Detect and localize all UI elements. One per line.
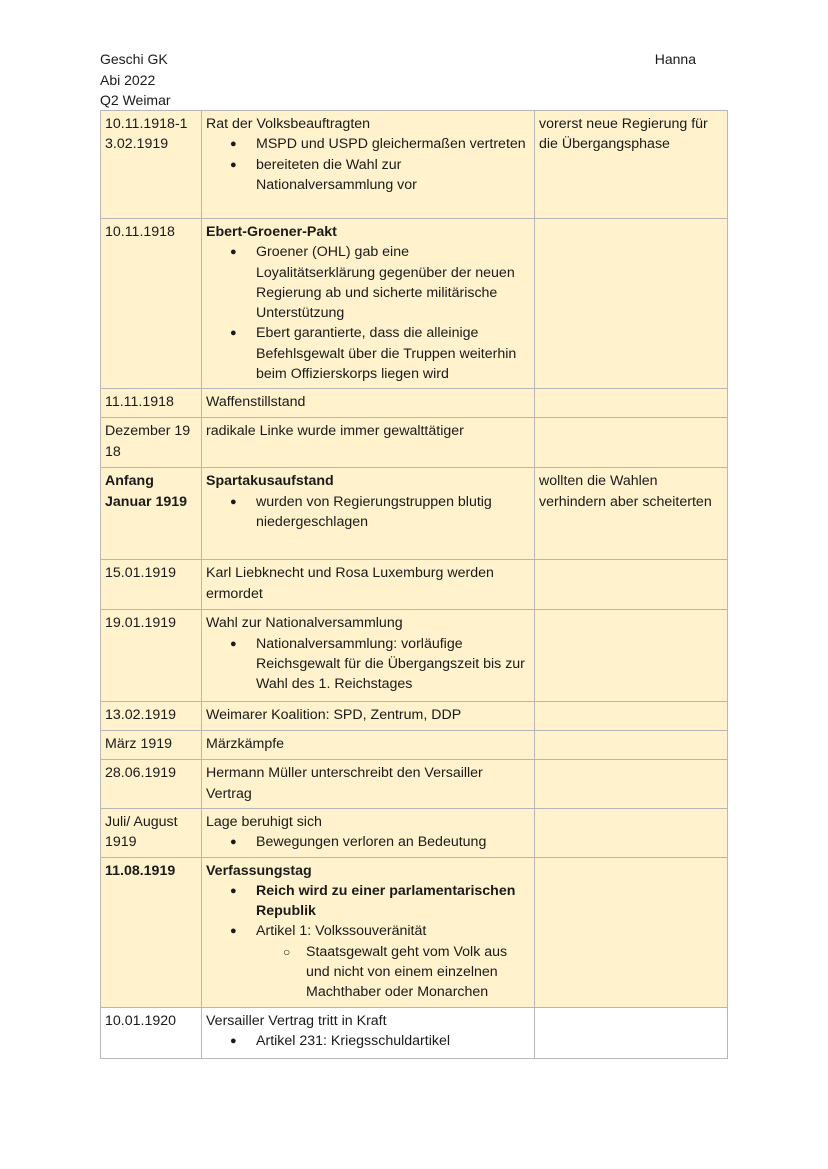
date-cell: 28.06.1919 bbox=[101, 760, 202, 809]
table-row bbox=[101, 808, 728, 857]
event-cell bbox=[202, 111, 535, 219]
note-cell bbox=[535, 219, 728, 389]
table-row bbox=[101, 731, 728, 760]
bullet-text: Artikel 1: Volkssouveränität bbox=[256, 923, 427, 940]
date-cell: Juli/ August 1919 bbox=[101, 808, 202, 857]
event-cell bbox=[202, 468, 535, 560]
table-row bbox=[101, 760, 728, 809]
bullet-item: ● Groener (OHL) gab eine Loyalitätserklärung gegenüber der neuen Regierung ab und sicherte militärische Unterstützung bbox=[206, 242, 530, 323]
event-cell bbox=[202, 702, 535, 731]
date-cell: 15.01.1919 bbox=[101, 560, 202, 610]
note-cell bbox=[535, 560, 728, 610]
table-row bbox=[101, 702, 728, 731]
event-cell bbox=[202, 808, 535, 857]
date-cell: 10.11.1918-13.02.1919 bbox=[101, 111, 202, 219]
bullet-item bbox=[206, 921, 530, 1002]
note-cell bbox=[535, 418, 728, 468]
table-row bbox=[101, 857, 728, 1007]
event-cell bbox=[202, 1007, 535, 1058]
note-cell: wollten die Wahlen verhindern aber scheiterten bbox=[535, 468, 728, 560]
note-cell bbox=[535, 731, 728, 760]
bullet-item: ● Bewegungen verloren an Bedeutung bbox=[206, 832, 530, 852]
event-cell bbox=[202, 418, 535, 468]
date-cell: 11.08.1919 bbox=[101, 857, 202, 1007]
event-cell bbox=[202, 219, 535, 389]
note-cell bbox=[535, 389, 728, 418]
event-title: Hermann Müller unterschreibt den Versailler Vertrag bbox=[206, 765, 483, 802]
event-title: Märzkämpfe bbox=[206, 736, 285, 753]
note-cell bbox=[535, 610, 728, 702]
event-cell bbox=[202, 731, 535, 760]
event-title: Waffenstillstand bbox=[206, 394, 306, 411]
event-title: Verfassungstag bbox=[206, 862, 312, 879]
event-cell bbox=[202, 560, 535, 610]
table-row bbox=[101, 219, 728, 389]
note-cell bbox=[535, 857, 728, 1007]
date-cell: 10.01.1920 bbox=[101, 1007, 202, 1058]
table-row bbox=[101, 389, 728, 418]
note-cell bbox=[535, 808, 728, 857]
bullet-item: ● bereiteten die Wahl zur Nationalversammlung vor bbox=[206, 155, 530, 196]
note-cell bbox=[535, 760, 728, 809]
bullet-item: ● wurden von Regierungstruppen blutig niedergeschlagen bbox=[206, 492, 530, 533]
event-title: Versailler Vertrag tritt in Kraft bbox=[206, 1012, 387, 1029]
sub-bullet-item: ○ Staatsgewalt geht vom Volk aus und nicht von einem einzelnen Machthaber oder Monarchen bbox=[206, 942, 530, 1003]
event-title: Spartakusaufstand bbox=[206, 473, 334, 490]
event-title: Weimarer Koalition: SPD, Zentrum, DDP bbox=[206, 707, 462, 724]
table-row bbox=[101, 1007, 728, 1058]
note-cell bbox=[535, 1007, 728, 1058]
date-cell: 10.11.1918 bbox=[101, 219, 202, 389]
event-cell bbox=[202, 857, 535, 1007]
table-row bbox=[101, 111, 728, 219]
note-cell bbox=[535, 702, 728, 731]
date-cell: 11.11.1918 bbox=[101, 389, 202, 418]
event-title: Ebert-Groener-Pakt bbox=[206, 224, 337, 240]
table-row bbox=[101, 560, 728, 610]
bullet-item: ● MSPD und USPD gleichermaßen vertreten bbox=[206, 134, 530, 154]
event-title: Karl Liebknecht und Rosa Luxemburg werden ermordet bbox=[206, 565, 494, 602]
table-row bbox=[101, 468, 728, 560]
date-cell: Anfang Januar 1919 bbox=[101, 468, 202, 560]
event-title: radikale Linke wurde immer gewalttätiger bbox=[206, 423, 464, 440]
event-cell bbox=[202, 389, 535, 418]
exam-label: Abi 2022 bbox=[100, 71, 156, 88]
event-title: Rat der Volksbeauftragten bbox=[206, 116, 371, 132]
date-cell: 19.01.1919 bbox=[101, 610, 202, 702]
bullet-item: ● Reich wird zu einer parlamentarischen Republik bbox=[206, 881, 530, 922]
document-header bbox=[100, 49, 696, 111]
event-cell bbox=[202, 760, 535, 809]
date-cell: Dezember 1918 bbox=[101, 418, 202, 468]
table-row bbox=[101, 610, 728, 702]
event-title: Lage beruhigt sich bbox=[206, 813, 322, 830]
table-row bbox=[101, 418, 728, 468]
bullet-item: ● Artikel 231: Kriegsschuldartikel bbox=[206, 1031, 530, 1051]
bullet-item: ● Nationalversammlung: vorläufige Reichsgewalt für die Übergangszeit bis zur Wahl des 1. Reichstages bbox=[206, 634, 530, 695]
author-name: Hanna bbox=[654, 51, 696, 67]
date-cell: 13.02.1919 bbox=[101, 702, 202, 731]
event-title: Wahl zur Nationalversammlung bbox=[206, 615, 403, 632]
bullet-item: ● Ebert garantierte, dass die alleinige Befehlsgewalt über die Truppen weiterhin beim Offizierskorps liegen wird bbox=[206, 323, 530, 384]
timeline-table bbox=[100, 110, 728, 1059]
date-cell: März 1919 bbox=[101, 731, 202, 760]
topic-label: Q2 Weimar bbox=[100, 92, 171, 108]
note-cell: vorerst neue Regierung für die Übergangsphase bbox=[535, 111, 728, 219]
course-label: Geschi GK bbox=[100, 51, 168, 67]
event-cell bbox=[202, 610, 535, 702]
